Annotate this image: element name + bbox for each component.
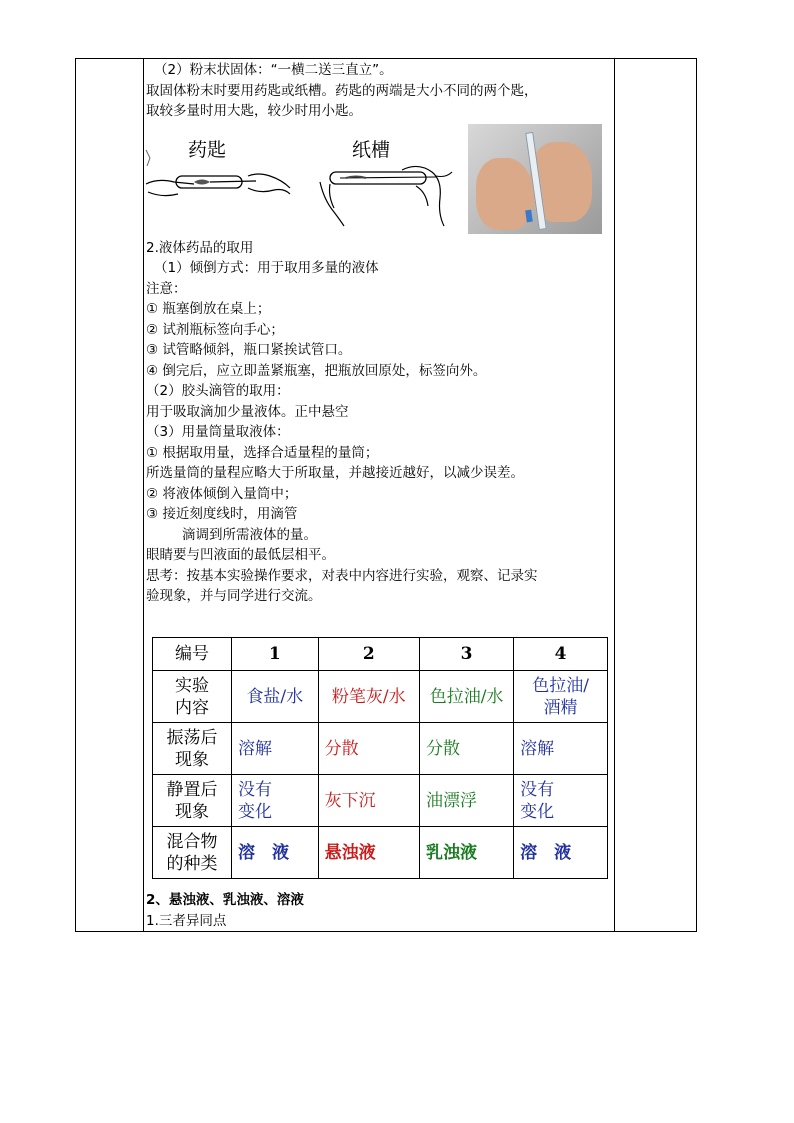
table-cell: 粉笔灰/水 [318,671,419,723]
text-line: 眼睛要与凹液面的最低层相平。 [146,547,335,563]
text-line: 验现象，并与同学进行交流。 [146,588,322,604]
text-line: （3）用量筒量取液体： [146,424,290,440]
table-cell: 灰下沉 [318,775,419,827]
table-header-row [153,638,608,671]
experiment-observation-table [152,637,608,879]
table-cell: 溶解 [232,723,319,775]
liquid-section [146,238,612,607]
table-cell: 乳浊液 [420,827,514,879]
photo-hands-with-test-tube [468,124,602,234]
text-line: ④ 倒完后，应立即盖紧瓶塞，把瓶放回原处，标签向外。 [146,362,487,379]
header-number: 4 [514,638,608,671]
figure-powder-tools [144,124,604,234]
table-cell: 溶 液 [514,827,608,879]
table-cell: 溶 液 [232,827,319,879]
table-cell: 悬浊液 [318,827,419,879]
table-row [153,671,608,723]
table-row [153,775,608,827]
text-line: ② 试剂瓶标签向手心； [146,321,284,338]
row-label: 实验 内容 [153,671,232,723]
section-heading: 2、悬浊液、乳浊液、溶液 [146,892,304,908]
table-cell: 没有 变化 [232,775,319,827]
section-subheading: 1.三者异同点 [146,913,227,929]
header-number: 1 [232,638,319,671]
header-label: 编号 [153,638,232,671]
table-row [153,723,608,775]
text-line: ① 根据取用量，选择合适量程的量筒； [146,444,379,461]
table-cell: 分散 [420,723,514,775]
text-line: 滴调到所需液体的量。 [182,526,317,543]
header-number: 3 [420,638,514,671]
label-trough: 纸槽 [352,138,391,161]
table-cell: 油漂浮 [420,775,514,827]
table-cell: 溶解 [514,723,608,775]
spoon-sketch [144,132,294,228]
table-cell: 色拉油/ 酒精 [514,671,608,723]
text-line: ③ 接近刻度线时，用滴管 [146,506,298,522]
text-line: 思考：按基本实验操作要求，对表中内容进行实验，观察、记录实 [146,567,538,584]
text-line: ② 将液体倾倒入量筒中； [146,485,298,502]
row-label: 混合物 的种类 [153,827,232,879]
table-row [153,827,608,879]
table-cell: 没有 变化 [514,775,608,827]
text-line: 注意： [146,280,187,297]
text-line: （2）胶头滴管的取用： [146,383,290,399]
row-label: 静置后 现象 [153,775,232,827]
header-number: 2 [318,638,419,671]
table-cell: 分散 [318,723,419,775]
text-line: （2）粉末状固体：“一横二送三直立”。 [154,62,393,78]
column-divider-right [614,58,615,932]
text-line: 所选量筒的量程应略大于所取量，并越接近越好，以减少误差。 [146,465,524,481]
text-line: 取固体粉末时要用药匙或纸槽。药匙的两端是大小不同的两个匙， [146,82,538,99]
left-hand-shape [476,158,532,230]
paper-trough-drawing [316,132,466,228]
text-line: 2.液体药品的取用 [146,239,254,256]
text-line: 取较多量时用大匙，较少时用小匙。 [146,103,362,119]
table-cell: 色拉油/水 [420,671,514,723]
powder-section [146,60,612,122]
text-line: ③ 试管略倾斜，瓶口紧挨试管口。 [146,342,352,358]
table-cell: 食盐/水 [232,671,319,723]
mixture-section [146,890,304,932]
trough-sketch [316,132,466,228]
liquid-drop-shape [525,209,533,222]
row-label: 振荡后 现象 [153,723,232,775]
lesson-content [146,60,612,607]
text-line: 用于吸取滴加少量液体。正中悬空 [146,403,349,420]
text-line: ① 瓶塞倒放在桌上； [146,301,271,317]
text-line: （1）倾倒方式：用于取用多量的液体 [154,260,379,276]
label-spoon: 药匙 [188,138,227,161]
